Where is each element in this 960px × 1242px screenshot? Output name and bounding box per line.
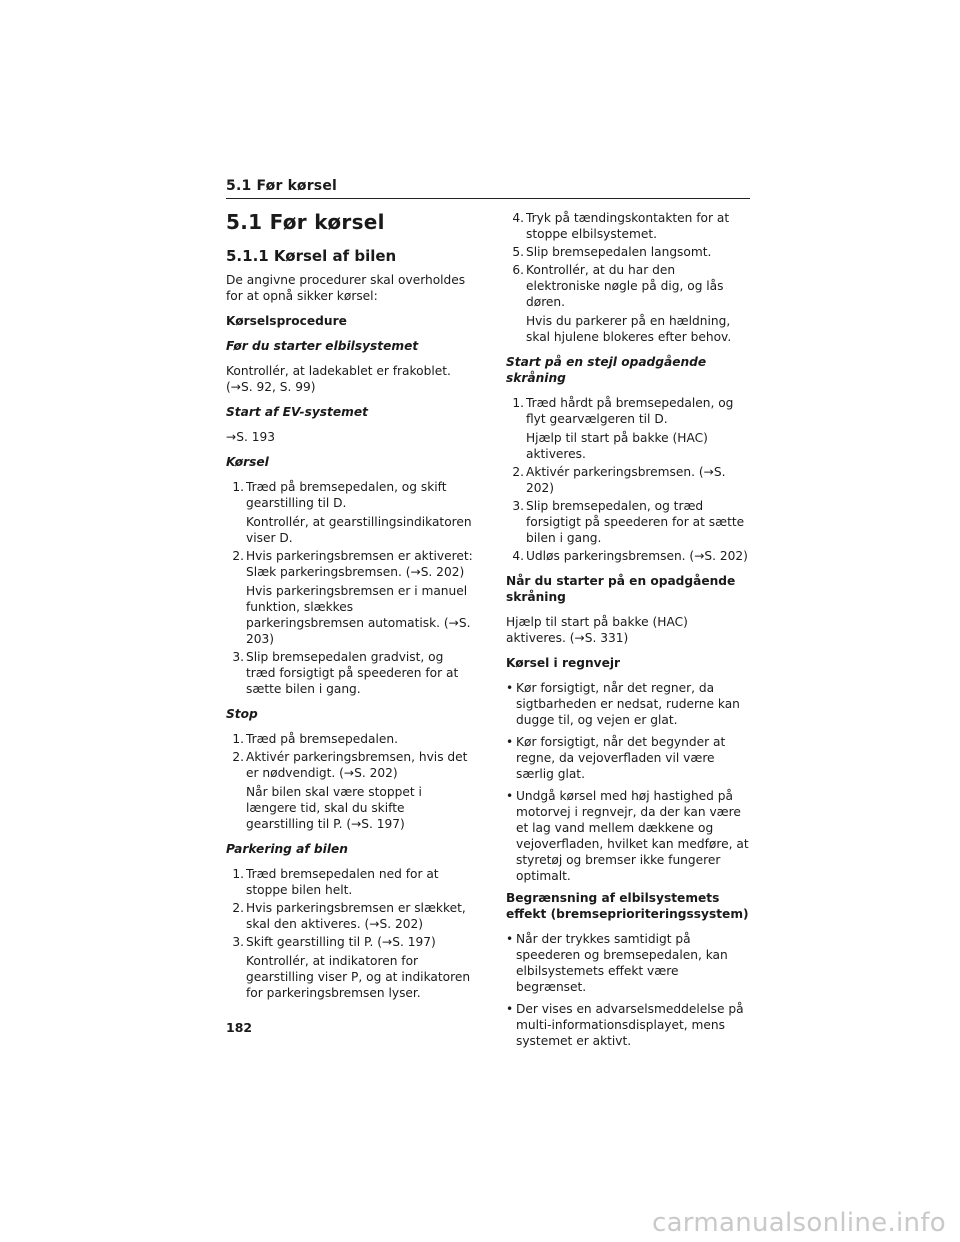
- step-text: Aktivér parkeringsbremsen, hvis det er nødvendigt. (→S. 202): [246, 750, 468, 780]
- step-text: Træd på bremsepedalen.: [246, 732, 398, 746]
- step-note: Når bilen skal være stoppet i længere tid, skal du skifte gearstilling til P. (→S. 197): [246, 785, 422, 831]
- uphill-title: Når du starter på en opadgående skråning: [506, 574, 736, 604]
- list-item: [506, 262, 750, 345]
- step-text: Slip bremsepedalen, og træd forsigtigt på speederen for at sætte bilen i gang.: [526, 499, 745, 545]
- list-item: [506, 464, 750, 496]
- step-text: Kontrollér, at du har den elektroniske nøgle på dig, og lås døren.: [526, 263, 724, 309]
- step-number: 3.: [512, 499, 524, 513]
- step-number: 1.: [232, 732, 244, 746]
- step-text: Træd bremsepedalen ned for at stoppe bilen helt.: [246, 867, 439, 897]
- step-number: 2.: [232, 750, 244, 764]
- left-column: [226, 210, 474, 1010]
- section-heading: 5.1.1 Kørsel af bilen: [226, 247, 397, 265]
- start-ev-title: Start af EV-systemet: [226, 405, 368, 419]
- bullet-icon: •: [506, 735, 514, 749]
- start-ev-text: →S. 193: [226, 430, 275, 444]
- stop-steps: [226, 731, 474, 832]
- before-start-text: Kontrollér, at ladekablet er frakoblet. (→S. 92, S. 99): [226, 364, 451, 394]
- list-item: [226, 649, 474, 697]
- list-item: [226, 866, 474, 898]
- step-number: 6.: [512, 263, 524, 277]
- list-item: [506, 734, 750, 782]
- bullet-text: Undgå kørsel med høj hastighed på motorvej i regnvejr, da der kan være et lag vand mellem dækkene og vejoverfladen, hvilket kan medføre, at styretøj og bremser ikke fungerer optimalt.: [516, 789, 749, 883]
- list-item: [506, 931, 750, 995]
- step-text: Hvis parkeringsbremsen er slækket, skal den aktiveres. (→S. 202): [246, 901, 466, 931]
- driving-steps: [226, 479, 474, 697]
- bullet-icon: •: [506, 932, 514, 946]
- list-item: [506, 680, 750, 728]
- step-text: Træd på bremsepedalen, og skift gearstilling til D.: [246, 480, 447, 510]
- bullet-text: Kør forsigtigt, når det regner, da sigtbarheden er nedsat, ruderne kan dugge til, og vejen er glat.: [516, 681, 740, 727]
- limit-title: Begrænsning af elbilsystemets effekt (bremseprioriteringssystem): [506, 891, 749, 921]
- parking-steps-continued: [506, 210, 750, 345]
- list-item: [226, 548, 474, 647]
- list-item: [506, 244, 750, 260]
- step-text: Træd hårdt på bremsepedalen, og flyt gearvælgeren til D.: [526, 396, 734, 426]
- rain-title: Kørsel i regnvejr: [506, 656, 621, 670]
- step-note: Kontrollér, at indikatoren for gearstilling viser P, og at indikatoren for parkeringsbremsen lyser.: [246, 954, 471, 1000]
- header-rule: [226, 198, 750, 199]
- step-note: Kontrollér, at gearstillingsindikatoren viser D.: [246, 515, 472, 545]
- list-item: [506, 1001, 750, 1049]
- bullet-text: Kør forsigtigt, når det begynder at regne, da vejoverfladen vil være særlig glat.: [516, 735, 726, 781]
- bullet-icon: •: [506, 789, 514, 803]
- section-header-title: 5.1 Før kørsel: [226, 178, 338, 194]
- intro-text: De angivne procedurer skal overholdes for at opnå sikker kørsel:: [226, 273, 466, 303]
- rain-list: [506, 680, 750, 884]
- list-item: [226, 934, 474, 1001]
- section-header: [226, 178, 750, 199]
- list-item: [506, 788, 750, 884]
- watermark: carmanualsonline.info: [651, 1208, 946, 1238]
- step-text: Slip bremsepedalen gradvist, og træd forsigtigt på speederen for at sætte bilen i gang.: [246, 650, 459, 696]
- step-text: Aktivér parkeringsbremsen. (→S. 202): [526, 465, 726, 495]
- list-item: [506, 395, 750, 462]
- step-number: 2.: [232, 549, 244, 563]
- steep-start-title: Start på en stejl opadgående skråning: [506, 355, 707, 385]
- steep-start-steps: [506, 395, 750, 564]
- step-number: 1.: [232, 867, 244, 881]
- step-number: 1.: [232, 480, 244, 494]
- step-number: 2.: [232, 901, 244, 915]
- list-item: [226, 749, 474, 832]
- step-number: 5.: [512, 245, 524, 259]
- step-text: Skift gearstilling til P. (→S. 197): [246, 935, 436, 949]
- step-note: Hjælp til start på bakke (HAC) aktiveres.: [526, 431, 708, 461]
- step-number: 4.: [512, 549, 524, 563]
- step-text: Hvis parkeringsbremsen er aktiveret: Slæk parkeringsbremsen. (→S. 202): [246, 549, 473, 579]
- step-number: 4.: [512, 211, 524, 225]
- step-number: 3.: [232, 650, 244, 664]
- uphill-text: Hjælp til start på bakke (HAC) aktiveres. (→S. 331): [506, 615, 688, 645]
- step-text: Udløs parkeringsbremsen. (→S. 202): [526, 549, 748, 563]
- list-item: [226, 900, 474, 932]
- parking-steps: [226, 866, 474, 1001]
- step-number: 2.: [512, 465, 524, 479]
- list-item: [226, 479, 474, 546]
- step-number: 3.: [232, 935, 244, 949]
- step-text: Tryk på tændingskontakten for at stoppe elbilsystemet.: [526, 211, 730, 241]
- bullet-text: Når der trykkes samtidigt på speederen og bremsepedalen, kan elbilsystemets effekt være begrænset.: [516, 932, 728, 994]
- page-number: 182: [226, 1020, 253, 1035]
- parking-title: Parkering af bilen: [226, 842, 348, 856]
- bullet-icon: •: [506, 1002, 514, 1016]
- procedure-title: Kørselsprocedure: [226, 314, 347, 328]
- bullet-text: Der vises en advarselsmeddelelse på multi-informationsdisplayet, mens systemet er aktivt.: [516, 1002, 744, 1048]
- step-number: 1.: [512, 396, 524, 410]
- driving-title: Kørsel: [226, 455, 269, 469]
- list-item: [506, 548, 750, 564]
- step-note: Hvis du parkerer på en hældning, skal hjulene blokeres efter behov.: [526, 314, 732, 344]
- list-item: [506, 498, 750, 546]
- bullet-icon: •: [506, 681, 514, 695]
- right-column: [506, 210, 750, 1055]
- limit-list: [506, 931, 750, 1049]
- before-start-title: Før du starter elbilsystemet: [226, 339, 419, 353]
- step-text: Slip bremsepedalen langsomt.: [526, 245, 712, 259]
- stop-title: Stop: [226, 707, 258, 721]
- step-note: Hvis parkeringsbremsen er i manuel funktion, slækkes parkeringsbremsen automatisk. (→S. 203): [246, 584, 471, 646]
- chapter-heading: 5.1 Før kørsel: [226, 210, 385, 234]
- list-item: [506, 210, 750, 242]
- list-item: [226, 731, 474, 747]
